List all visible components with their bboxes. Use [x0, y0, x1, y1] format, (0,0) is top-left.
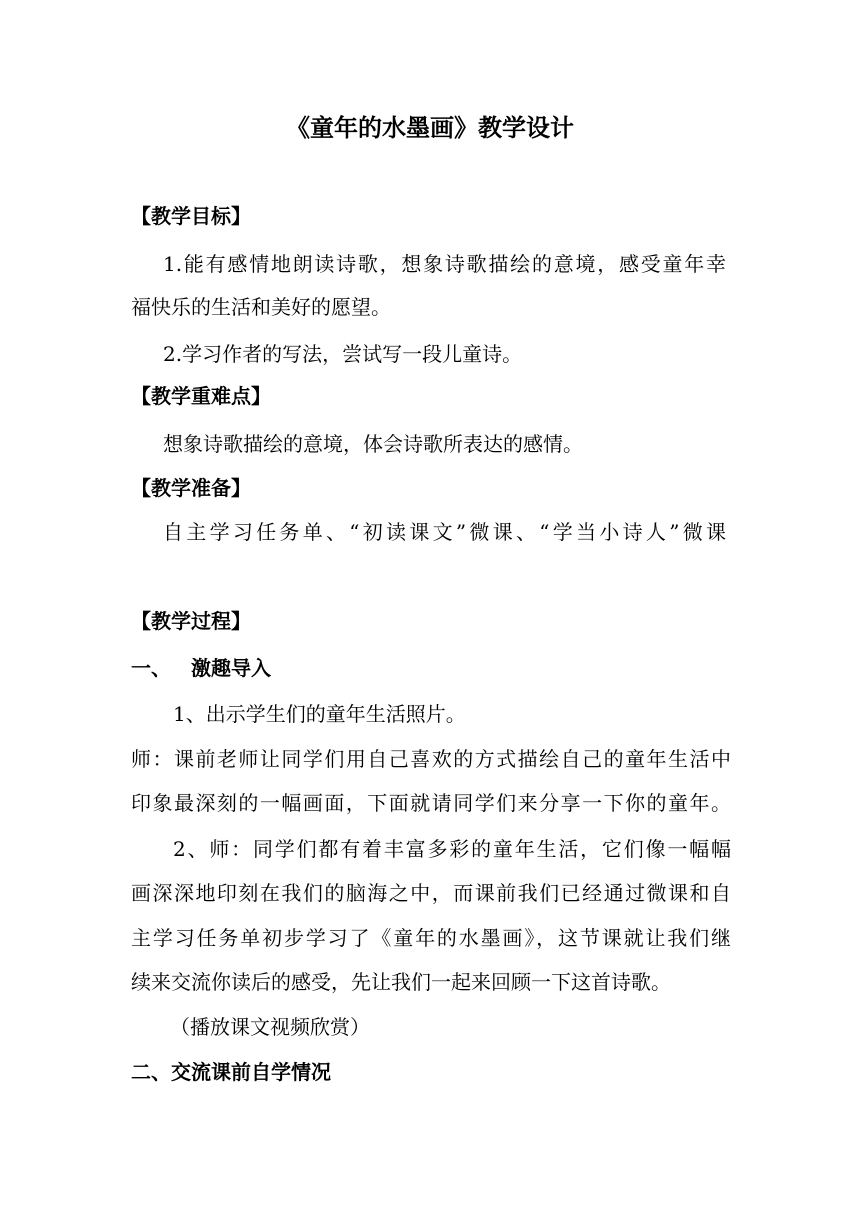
video-note: （播放课文视频欣赏）	[170, 1015, 370, 1039]
step-2-line-3: 主学习任务单初步学习了《童年的水墨画》，这节课就让我们继	[131, 926, 731, 950]
objectives-heading: 【教学目标】	[131, 204, 251, 228]
section-2-heading: 二、交流课前自学情况	[131, 1060, 331, 1084]
step-1: 1、出示学生们的童年生活照片。	[173, 702, 466, 726]
preparation-heading: 【教学准备】	[131, 476, 251, 500]
section-1-number: 一、	[131, 656, 171, 680]
key-points-text: 想象诗歌描绘的意境，体会诗歌所表达的感情。	[163, 432, 583, 456]
step-2-line-2: 画深深地印刻在我们的脑海之中，而课前我们已经通过微课和自	[131, 881, 731, 905]
preparation-text: 自主学习任务单、“初读课文”微课、“学当小诗人”微课	[163, 520, 726, 544]
document-title: 《童年的水墨画》教学设计	[286, 114, 574, 142]
objective-1-line-2: 福快乐的生活和美好的愿望。	[131, 295, 391, 319]
teacher-line-1: 师：课前老师让同学们用自己喜欢的方式描绘自己的童年生活中	[131, 747, 731, 771]
section-1-title: 激趣导入	[191, 656, 271, 680]
objective-2: 2.学习作者的写法，尝试写一段儿童诗。	[163, 342, 523, 366]
step-2-line-1: 2、师：同学们都有着丰富多彩的童年生活，它们像一幅幅	[173, 837, 731, 861]
step-2-line-4: 续来交流你读后的感受，先让我们一起来回顾一下这首诗歌。	[131, 970, 671, 994]
objective-1-line-1: 1.能有感情地朗读诗歌，想象诗歌描绘的意境，感受童年幸	[163, 252, 726, 276]
process-heading: 【教学过程】	[131, 609, 251, 633]
key-points-heading: 【教学重难点】	[131, 384, 271, 408]
teacher-line-2: 印象最深刻的一幅画面，下面就请同学们来分享一下你的童年。	[131, 791, 731, 815]
